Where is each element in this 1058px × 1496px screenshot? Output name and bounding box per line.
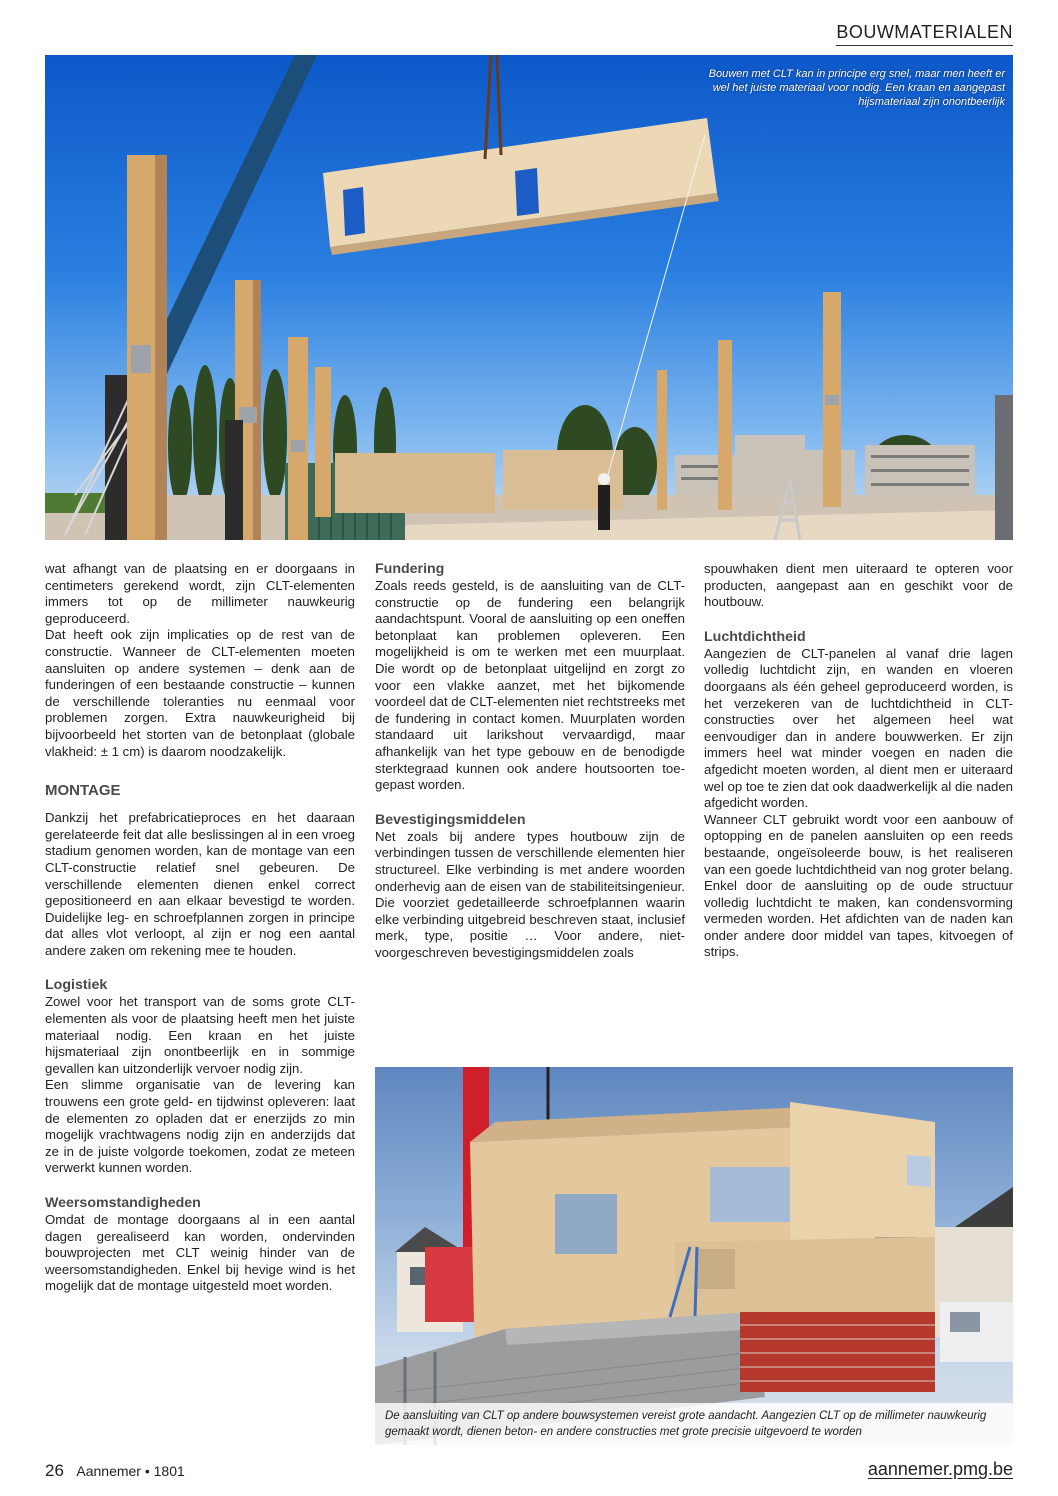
section-header: BOUWMATERIALEN — [836, 22, 1013, 46]
luchtdichtheid-heading: Luchtdichtheid — [704, 628, 806, 645]
column-1 — [45, 561, 355, 1295]
column-2 — [375, 561, 685, 961]
luchtdichtheid-paragraph-2: Wanneer CLT gebruikt wordt voor een aanbouw of optopping en de panelen aansluiten op een reeds bestaande, ongeïsoleerde bouw, is het realiseren van een goede luchtdichtheid van nog groter belang. Enkel door de aansluiting op de oude structuur volledig luchtdicht te maken, kan condensvorming vermeden worden. Het afdichten van de naden kan onder andere door middel van tapes, kitvoegen of strips. — [704, 811, 1013, 960]
column-1-paragraph: Dat heeft ook zijn implicaties op de rest van de constructie. Wanneer de CLT-elementen moeten aansluiten op andere systemen – denk aan de funderingen of een bestaande constructie – kunnen de verschillende toleranties nu eenmaal voor problemen zorgen. Extra nauwkeurigheid bij bijvoorbeeld het storten van de betonplaat (globale vlakheid: ± 1 cm) is daarom noodzakelijk. — [45, 627, 355, 759]
magazine-issue: Aannemer • 1801 — [76, 1463, 185, 1479]
construction-crane-scene — [45, 55, 1013, 540]
weersomstandigheden-heading: Weersomstandigheden — [45, 1195, 201, 1211]
montage-text: Dankzij het prefabricatieproces en het daaraan gerelateerde feit dat alle beslissingen al in een vroeg stadium genomen worden, kan de montage van een CLT-constructie relatief snel gebeuren. De verschillende elementen dienen enkel correct gepositioneerd en aan elkaar bevestigd te worden. Duidelijke leg- en schroefplannen zorgen in principe dat alles vlot verloopt, al zijn er nog een aantal andere zaken om rekening mee te houden. — [45, 810, 355, 958]
weersomstandigheden-text: Omdat de montage doorgaans al in een aantal dagen gerealiseerd kan worden, ondervinden bouwprojecten met CLT weinig hinder van de weersomstandigheden. Enkel bij hevige wind is het mogelijk dat de montage uitgesteld moet worden. — [45, 1212, 355, 1294]
clt-building-scene — [375, 1067, 1013, 1445]
fundering-heading: Fundering — [375, 561, 445, 577]
logistiek-paragraph-2: Een slimme organisatie van de levering kan trouwens een grote geld- en tijdwinst opleveren: laat de elementen zo opladen dat er enerzijds zo min mogelijk vrachtwagens nodig zijn en anderzijds dat ze in de juiste volgorde toekomen, zodat ze meteen verwerkt kunnen worden. — [45, 1077, 355, 1176]
bevestigingsmiddelen-text: Net zoals bij andere types houtbouw zijn de verbindingen tussen de verschillende elementen hier structureel. Elke verbinding is met andere woorden onderhevig aan de eisen van de stabiliteitsingenieur. Die voorziet gedetailleerde schroefplannen waarin elke verbinding uitgebreid beschreven staat, inclusief merk, type, positie … Voor andere, niet-voorgeschreven bevestigingsmiddelen zoals — [375, 828, 685, 960]
top-photo — [45, 55, 1013, 540]
luchtdichtheid-paragraph-1: Aangezien de CLT-panelen al vanaf drie lagen volledig luchtdicht zijn, en wanden en vloeren doorgaans als één geheel geproduceerd worden, is het verzekeren van de luchtdichtheid in CLT-constructies over het algemeen heel wat eenvoudiger dan in andere bouwwerken. Er zijn immers heel wat minder voegen en naden die afgedicht moeten worden, al dient men er uiteraard wel op toe te zien dat ook daadwerkelijk al die naden afgedicht worden. — [704, 645, 1013, 811]
bottom-photo-caption: De aansluiting van CLT op andere bouwsystemen vereist grote aandacht. Aangezien CLT op de millimeter nauwkeurig gemaakt wordt, dienen beton- en andere constructies met grote precisie uitgevoerd te worden — [375, 1403, 1013, 1445]
column-1-intro: wat afhangt van de plaatsing en er doorgaans in centimeters gerekend wordt, zijn CLT-elementen immers tot op de millimeter nauwkeurig geproduceerd. — [45, 561, 355, 626]
bevestigingsmiddelen-heading: Bevestigingsmiddelen — [375, 811, 526, 828]
column-3-intro: spouwhaken dient men uiteraard te opteren voor producten, aangepast aan en geschikt voor de houtbouw. — [704, 561, 1013, 610]
page-number: 26 — [45, 1461, 64, 1480]
logistiek-paragraph-1: Zowel voor het transport van de soms grote CLT-elementen als voor de plaatsing heeft men het juiste materiaal nodig. Een kraan en het juiste hijsmateriaal zijn onontbeerlijk en in sommige gevallen kan uitzonderlijk vervoer nodig zijn. — [45, 994, 355, 1076]
montage-heading: MONTAGE — [45, 782, 121, 800]
logistiek-heading: Logistiek — [45, 977, 108, 994]
bottom-photo — [375, 1067, 1013, 1445]
top-photo-caption: Bouwen met CLT kan in principe erg snel, maar men heeft er wel het juiste materiaal voor nodig. Een kraan en aangepast hijsmateriaal zijn onontbeerlijk — [708, 68, 1005, 108]
fundering-text: Zoals reeds gesteld, is de aansluiting van de CLT-constructie op de fundering een belangrijk aandachtspunt. Vooral de aansluiting op een oneffen betonplaat kan problemen opleveren. Een mogelijkheid is om te werken met een muurplaat. Die wordt op de betonplaat uitgelijnd en zorgt zo voor een vlakke aanzet, met het bijkomende voordeel dat de CLT-elementen niet rechtstreeks met de fundering in contact komen. Muurplaten worden standaard uit larikshout vervaardigd, maar afhankelijk van het type gebouw en de benodigde sterktegraad kunnen ook andere houtsoorten toegepast worden. — [375, 578, 685, 793]
column-3 — [704, 561, 1013, 961]
website-link[interactable]: aannemer.pmg.be — [867, 1459, 1013, 1479]
footer-publication — [45, 1461, 185, 1481]
